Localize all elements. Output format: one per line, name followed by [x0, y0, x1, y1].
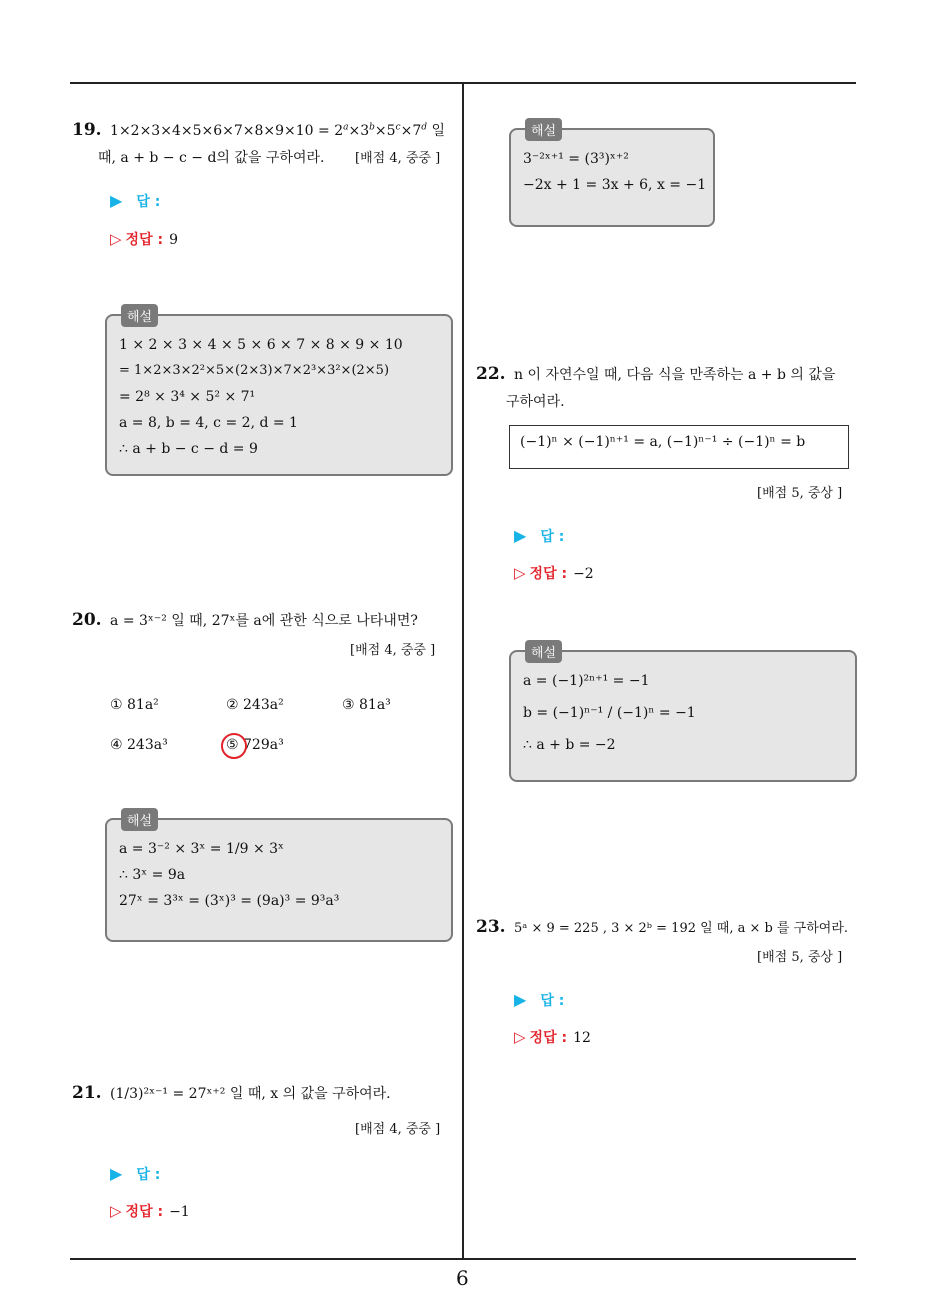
- question-text-line1: n 이 자연수일 때, 다음 식을 만족하는 a + b 의 값을: [514, 367, 836, 383]
- answer-prompt: ▶ 답 :: [514, 990, 565, 1009]
- correct-answer: ▷ 정답 : 9: [110, 230, 178, 248]
- question-text-line2: 구하여라.: [506, 394, 565, 410]
- play-icon: ▶: [514, 990, 527, 1009]
- page-number: 6: [456, 1266, 469, 1290]
- equation-box: (−1)ⁿ × (−1)ⁿ⁺¹ = a, (−1)ⁿ⁻¹ ÷ (−1)ⁿ = b: [509, 425, 849, 469]
- choice-1[interactable]: ① 81a²: [110, 697, 159, 713]
- question-23: [476, 914, 860, 942]
- question-number: 20.: [72, 610, 102, 630]
- answer-prompt: ▶ 답 :: [110, 1164, 161, 1183]
- choice-3[interactable]: ③ 81a³: [342, 697, 391, 713]
- bottom-rule: [70, 1258, 856, 1260]
- correct-answer: ▷ 정답 : 12: [514, 1028, 591, 1046]
- question-text-line2: 때, a + b − c − d의 값을 구하여라.: [98, 149, 325, 166]
- score-badge: [배점 5, 중상 ]: [757, 486, 843, 501]
- question-20: [72, 607, 458, 635]
- correct-answer: ▷ 정답 : −2: [514, 564, 594, 582]
- question-text-line1: $1\times 2\times 3\times 4\times 5\times 6\times 7\times 8\times 9\times 10 = 2^a\times 3^b\times 5^c\times 7^d$ 일: [110, 122, 445, 139]
- score-badge: [배점 4, 중중 ]: [350, 643, 436, 658]
- outline-play-icon: ▷: [514, 1028, 526, 1046]
- question-text: 5ᵃ × 9 = 225 , 3 × 2ᵇ = 192 일 때, a × b 를 구하여라.: [514, 921, 849, 936]
- choice-4[interactable]: ④ 243a³: [110, 737, 168, 753]
- solution-line: b = (−1)ⁿ⁻¹ / (−1)ⁿ = −1: [523, 705, 696, 721]
- play-icon: ▶: [514, 526, 527, 545]
- outline-play-icon: ▷: [110, 1202, 122, 1220]
- solution-tag: 해설: [525, 640, 562, 663]
- solution-line: ∴ a + b = −2: [523, 737, 616, 753]
- question-number: 23.: [476, 917, 506, 937]
- score-badge: [배점 4, 중중 ]: [355, 151, 441, 166]
- answer-prompt: ▶ 답 :: [110, 191, 161, 210]
- solution-line: a = 3⁻² × 3ˣ = 1/9 × 3ˣ: [119, 841, 284, 857]
- question-text: a = 3ˣ⁻² 일 때, 27ˣ를 a에 관한 식으로 나타내면?: [110, 613, 418, 629]
- solution-tag: 해설: [525, 118, 562, 141]
- solution-line: ∴ a + b − c − d = 9: [119, 441, 258, 457]
- score-badge: [배점 5, 중상 ]: [757, 950, 843, 965]
- score-badge: [배점 4, 중중 ]: [355, 1122, 441, 1137]
- solution-line: = 2⁸ × 3⁴ × 5² × 7¹: [119, 389, 256, 405]
- outline-play-icon: ▷: [514, 564, 526, 582]
- solution-line: ∴ 3ˣ = 9a: [119, 867, 186, 883]
- question-number: 19.: [72, 119, 102, 140]
- question-22: [476, 361, 860, 416]
- correct-answer: ▷ 정답 : −1: [110, 1202, 190, 1220]
- question-text: (1/3)²ˣ⁻¹ = 27ˣ⁺² 일 때, x 의 값을 구하여라.: [110, 1086, 391, 1102]
- solution-box-22: [509, 646, 857, 782]
- solution-box-19: [105, 310, 453, 476]
- solution-line: a = (−1)²ⁿ⁺¹ = −1: [523, 673, 650, 689]
- solution-tag: 해설: [121, 304, 158, 327]
- question-21: [72, 1080, 458, 1108]
- solution-line: −2x + 1 = 3x + 6, x = −1: [523, 177, 707, 193]
- solution-line: = 1×2×3×2²×5×(2×3)×7×2³×3²×(2×5): [119, 363, 390, 378]
- choice-2[interactable]: ② 243a²: [226, 697, 284, 713]
- question-number: 22.: [476, 364, 506, 384]
- play-icon: ▶: [110, 1164, 123, 1183]
- column-divider: [462, 82, 464, 1259]
- outline-play-icon: ▷: [110, 230, 122, 248]
- solution-line: a = 8, b = 4, c = 2, d = 1: [119, 415, 298, 431]
- play-icon: ▶: [110, 191, 123, 210]
- selected-answer-circle-icon: [221, 733, 247, 759]
- question-number: 21.: [72, 1083, 102, 1103]
- solution-tag: 해설: [121, 808, 158, 831]
- solution-box-20: [105, 814, 453, 942]
- solution-line: 27ˣ = 3³ˣ = (3ˣ)³ = (9a)³ = 9³a³: [119, 893, 340, 909]
- choice-5[interactable]: ⑤ 729a³: [226, 737, 284, 753]
- solution-box-21: [509, 124, 715, 227]
- solution-line: 1 × 2 × 3 × 4 × 5 × 6 × 7 × 8 × 9 × 10: [119, 337, 403, 353]
- answer-prompt: ▶ 답 :: [514, 526, 565, 545]
- solution-line: 3⁻²ˣ⁺¹ = (3³)ˣ⁺²: [523, 151, 629, 167]
